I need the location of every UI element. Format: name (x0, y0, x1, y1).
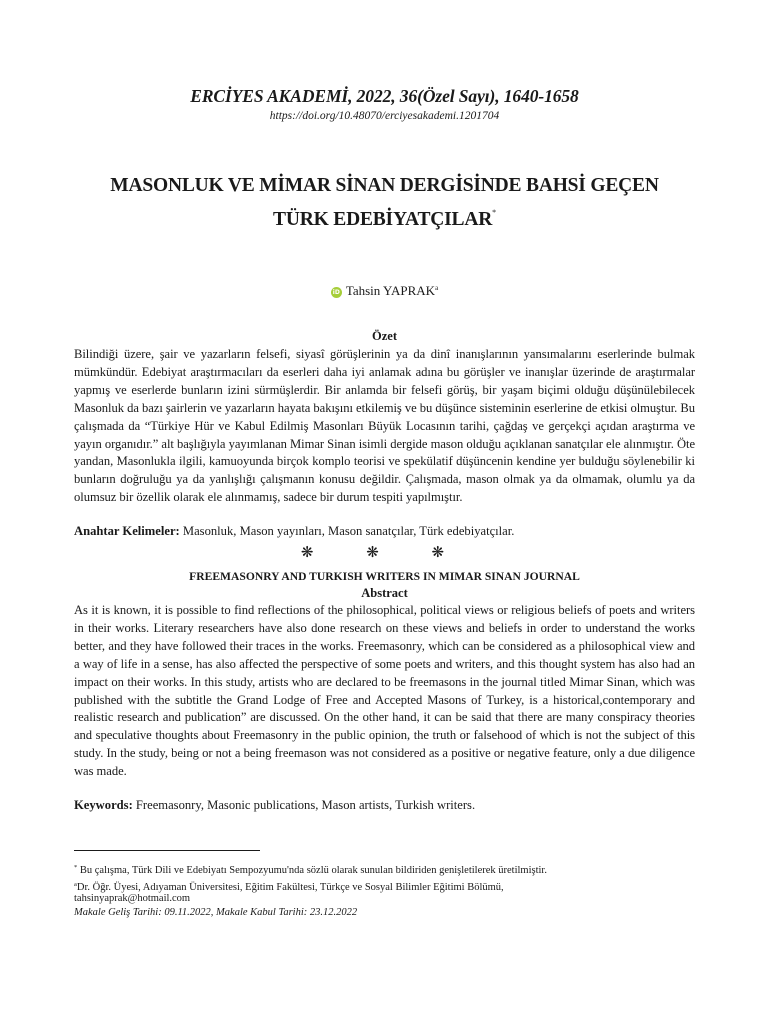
footnote-2-marker: a (74, 881, 77, 888)
ozet-heading: Özet (372, 329, 397, 343)
ozet-keywords (74, 524, 695, 539)
article-dates: Makale Geliş Tarihi: 09.11.2022, Makale Kabul Tarihi: 23.12.2022 (74, 907, 358, 918)
footnote-1-text: Bu çalışma, Türk Dili ve Edebiyatı Sempozyumu'nda sözlü olarak sunulan bildiriden genişletilerek üretilmiştir. (77, 865, 547, 876)
author-line (74, 283, 695, 299)
abstract-text: As it is known, it is possible to find reflections of the philosophical, political views or religious beliefs of poets and writers in their works. Literary researchers have also done research on these views and beliefs in order to understand the works better, and they have followed their traces in the works. Freemasonry, which can be considered as a philosophical view and a way of life in a sense, has also affected the perspective of some poets and writers, and this thought system has also had an impact on their works. In this study, artists who are declared to be freemasons in the journal titled Mimar Sinan, which was published with the subtitle the Grand Lodge of Free and Accepted Masons of Turkey, is a historical,contemporary and realistic research and publication” are discussed. On the other hand, it can be said that there are many conspiracy theories and speculative thoughts about Freemasonry in the public opinion, the truth or falsehood of which is not the subject of this study. In the study, being or not a being freemason was not considered as a positive or negative feature, only a due diligence was made. (74, 603, 695, 779)
title-footnote-marker[interactable]: * (492, 208, 496, 217)
title-line-1: MASONLUK VE MİMAR SİNAN DERGİSİNDE BAHSİ GEÇEN (110, 175, 659, 196)
abstract-keywords (74, 798, 695, 813)
english-title: FREEMASONRY AND TURKISH WRITERS IN MIMAR SINAN JOURNAL (189, 570, 580, 583)
footnote-divider (74, 850, 260, 851)
ozet-text: Bilindiği üzere, şair ve yazarların felsefi, siyasî görüşlerinin ya da dinî inanışlarının yansımalarını eserlerinde bulmak mümkündür. Edebiyat araştırmacıları da eserleri daha iyi anlamak adına bu görüşler ve inanışlar üzerinde de araştırmalar yapmış ve eserlerde bunların izini sürmüşlerdir. Bir anlamda bir felsefi görüş, bir yaşam biçimi olduğu düşünülebilecek Masonluk da bazı şairlerin ve yazarların hayata bakışını etkilemiş ve bu düşünce sisteminin eserlerine de etkisi olmuştur. Bu çalışmada da “Türkiye Hür ve Kabul Edilmiş Masonları Büyük Locasının tarihi, çağdaş ve gerçekçi açıdan araştırma ve yayın organıdır.” alt başlığıyla yayımlanan Mimar Sinan isimli dergide mason olduğu açıklanan sanatçılar ele alınmıştır. Öte yandan, Masonlukla ilgili, kamuoyunda birçok komplo teorisi ve spekülatif düşüncenin kendine yer bulduğu söylenebilir ki bunların doğruluğu ya da yanlışlığı çalışmanın konusu değildir. Çalışmada, mason olmak ya da olmamak, olumlu ya da olumsuz bir özellik olarak ele alınmamış, sadece bir durum tespiti yapılmıştır. (74, 347, 695, 505)
abstract-keywords-list: Freemasonry, Masonic publications, Mason artists, Turkish writers. (132, 798, 476, 812)
ozet-keywords-list: Masonluk, Mason yayınları, Mason sanatçılar, Türk edebiyatçılar. (179, 524, 515, 538)
journal-citation: ERCİYES AKADEMİ, 2022, 36(Özel Sayı), 1640-1658 (190, 86, 579, 106)
orcid-icon[interactable]: iD (332, 289, 340, 296)
author-affiliation-marker[interactable]: a (435, 284, 439, 292)
section-divider-ornaments: ❋ ❋ ❋ (300, 543, 469, 561)
footnote-1-marker: * (74, 864, 78, 871)
ozet-keywords-label: Anahtar Kelimeler: (74, 524, 180, 538)
abstract-keywords-label: Keywords: (74, 798, 133, 812)
abstract-heading: Abstract (361, 586, 408, 600)
title-line-2 (74, 199, 695, 233)
article-title (74, 172, 695, 233)
title-line-2-text: TÜRK EDEBİYATÇILAR (273, 209, 493, 230)
author-email[interactable]: tahsinyaprak@hotmail.com (74, 893, 191, 904)
author-name: Tahsin YAPRAK (345, 283, 436, 298)
footnote-1 (74, 861, 695, 878)
doi-link[interactable]: https://doi.org/10.48070/erciyesakademi.1201704 (269, 110, 500, 122)
footnote-2-text: Dr. Öğr. Üyesi, Adıyaman Üniversitesi, Eğitim Fakültesi, Türkçe ve Sosyal Bilimler Eğitimi Bölümü, (76, 882, 504, 893)
